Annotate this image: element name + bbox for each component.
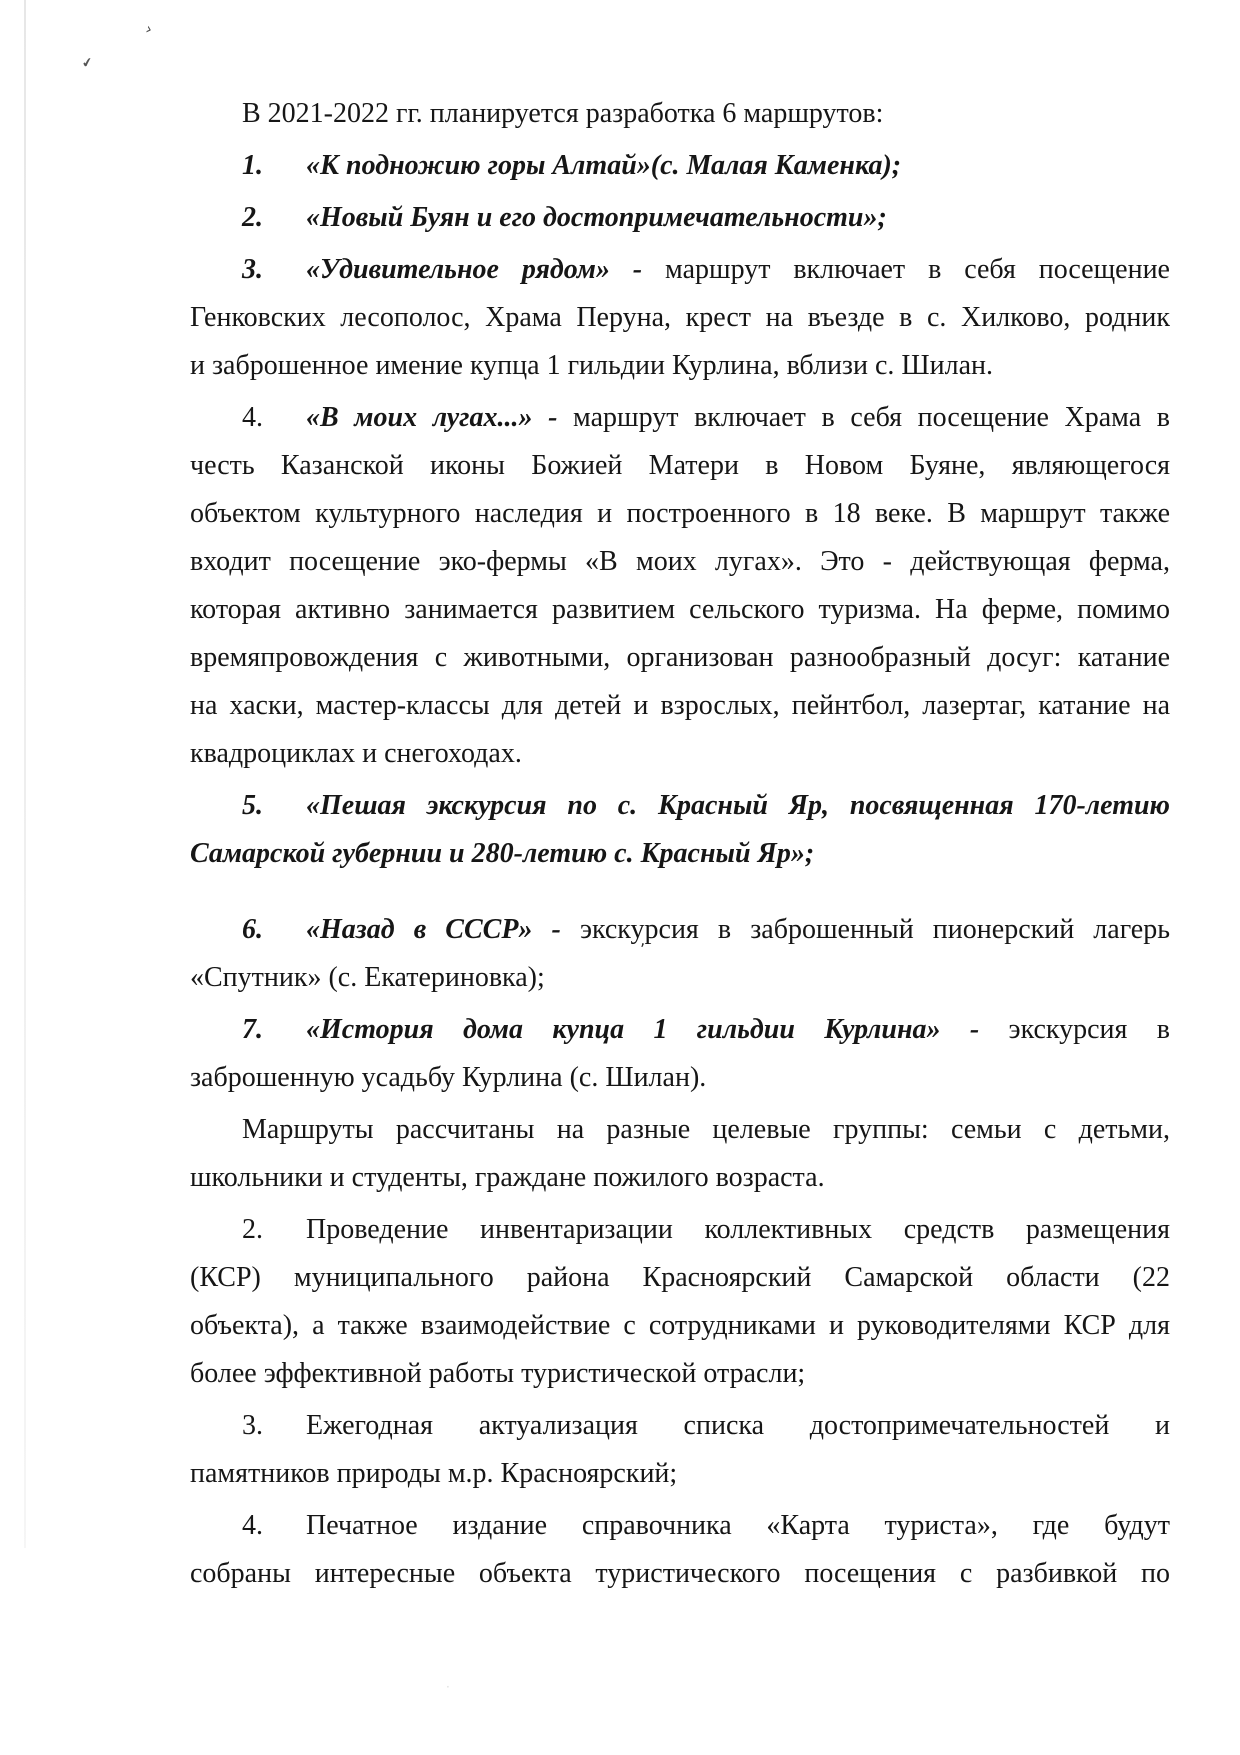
- text-segment: времяпровождения с животными, организован разнообразный досуг: катание: [190, 642, 1170, 673]
- text-segment: входит посещение эко-фермы «В моих лугах». Это - действующая ферма,: [190, 546, 1170, 577]
- text-segment: Самарской губернии и 280-летию с. Красный Яр»;: [190, 838, 815, 869]
- text-segment: собраны интересные объекта туристического посещения с разбивкой по: [190, 1558, 1170, 1589]
- text-segment: Ежегодная актуализация списка достопримечательностей и: [306, 1410, 1170, 1441]
- paragraph: [190, 1106, 1170, 1202]
- list-number: 2.: [242, 202, 263, 233]
- text-segment: «Пешая экскурсия по с. Красный Яр, посвященная 170-летию: [306, 790, 1170, 821]
- text-line: [190, 1502, 1170, 1550]
- paragraph: [190, 90, 1170, 138]
- text-segment: маршрут включает в себя посещение Храма в: [557, 402, 1170, 433]
- paragraph: [190, 1206, 1170, 1398]
- list-number: 3.: [242, 1410, 263, 1441]
- paragraph: [190, 142, 1170, 190]
- text-line: [190, 682, 1170, 730]
- text-line: [190, 1154, 1170, 1202]
- text-segment: «Новый Буян и его достопримечательности»;: [306, 202, 887, 233]
- text-line: [190, 830, 1170, 878]
- text-segment: Генковских лесополос, Храма Перуна, крест на въезде в с. Хилково, родник: [190, 302, 1170, 333]
- text-line: [190, 1402, 1170, 1450]
- list-number: 6.: [242, 914, 263, 945]
- text-segment: объекта), а также взаимодействие с сотрудниками и руководителями КСР для: [190, 1310, 1170, 1341]
- text-segment: Проведение инвентаризации коллективных средств размещения: [306, 1214, 1170, 1245]
- text-line: [190, 342, 1170, 390]
- text-segment: которая активно занимается развитием сельского туризма. На ферме, помимо: [190, 594, 1170, 625]
- list-number: 7.: [242, 1014, 263, 1045]
- scan-edge-line: [24, 0, 26, 1548]
- text-segment: заброшенную усадьбу Курлина (с. Шилан).: [190, 1062, 707, 1093]
- text-segment: Печатное издание справочника «Карта туриста», где будут: [306, 1510, 1170, 1541]
- text-line: [190, 442, 1170, 490]
- text-line: [190, 538, 1170, 586]
- list-number: 5.: [242, 790, 263, 821]
- paragraph: [190, 246, 1170, 390]
- text-segment: экскурсия в: [979, 1014, 1170, 1045]
- text-line: [190, 246, 1170, 294]
- text-line: [190, 394, 1170, 442]
- paragraph: [190, 1402, 1170, 1498]
- text-segment: честь Казанской иконы Божией Матери в Новом Буяне, являющегося: [190, 450, 1170, 481]
- text-segment: «Спутник» (с. Екатериновка);: [190, 962, 545, 993]
- list-number: 2.: [242, 1214, 263, 1245]
- text-line: [190, 906, 1170, 954]
- text-line: [190, 954, 1170, 1002]
- list-number: 4.: [242, 1510, 263, 1541]
- text-segment: и заброшенное имение купца 1 гильдии Курлина, вблизи с. Шилан.: [190, 350, 994, 381]
- text-line: [190, 634, 1170, 682]
- text-segment: школьники и студенты, граждане пожилого возраста.: [190, 1162, 825, 1193]
- text-line: [190, 1450, 1170, 1498]
- paragraph: [190, 1502, 1170, 1598]
- text-line: [190, 194, 1170, 242]
- text-line: [190, 1550, 1170, 1598]
- text-line: [190, 730, 1170, 778]
- text-line: [190, 1106, 1170, 1154]
- document-text: [190, 90, 1170, 1598]
- text-segment: экскурсия в заброшенный пионерский лагерь: [560, 914, 1170, 945]
- text-segment: маршрут включает в себя посещение: [642, 254, 1170, 285]
- text-line: [190, 90, 1170, 138]
- text-line: [190, 1006, 1170, 1054]
- text-segment: «Удивительное рядом» -: [306, 254, 643, 285]
- text-segment: «Назад в СССР» -: [306, 914, 561, 945]
- paragraph: [190, 394, 1170, 778]
- text-line: [190, 490, 1170, 538]
- text-segment: более эффективной работы туристической отрасли;: [190, 1358, 806, 1389]
- text-segment: (КСР) муниципального района Красноярский Самарской области (22: [190, 1262, 1170, 1293]
- text-line: [190, 1254, 1170, 1302]
- text-segment: квадроциклах и снегоходах.: [190, 738, 522, 769]
- text-segment: Маршруты рассчитаны на разные целевые группы: семьи с детьми,: [242, 1114, 1170, 1145]
- text-line: [190, 586, 1170, 634]
- text-segment: В 2021-2022 гг. планируется разработка 6 маршрутов:: [242, 98, 884, 129]
- scan-artifact: ›: [143, 19, 155, 39]
- text-line: [190, 1350, 1170, 1398]
- text-segment: «История дома купца 1 гильдии Курлина» -: [306, 1014, 980, 1045]
- paragraph: [190, 1006, 1170, 1102]
- list-number: 1.: [242, 150, 263, 181]
- text-line: [190, 1054, 1170, 1102]
- list-number: 3.: [242, 254, 263, 285]
- text-line: [190, 782, 1170, 830]
- text-segment: памятников природы м.р. Красноярский;: [190, 1458, 678, 1489]
- text-segment: объектом культурного наследия и построенного в 18 веке. В маршрут также: [190, 498, 1170, 529]
- scan-artifact: ✔: [80, 55, 95, 72]
- text-segment: на хаски, мастер-классы для детей и взрослых, пейнтбол, лазертаг, катание на: [190, 690, 1170, 721]
- paragraph: [190, 782, 1170, 878]
- scan-artifact: ʼ: [640, 940, 646, 959]
- text-segment: «К подножию горы Алтай»(с. Малая Каменка);: [306, 150, 902, 181]
- paragraph: [190, 906, 1170, 1002]
- scan-artifact: ·: [446, 1680, 450, 1694]
- text-segment: «В моих лугах...» -: [306, 402, 558, 433]
- text-line: [190, 294, 1170, 342]
- text-line: [190, 142, 1170, 190]
- text-line: [190, 1206, 1170, 1254]
- list-number: 4.: [242, 402, 263, 433]
- paragraph: [190, 194, 1170, 242]
- text-line: [190, 1302, 1170, 1350]
